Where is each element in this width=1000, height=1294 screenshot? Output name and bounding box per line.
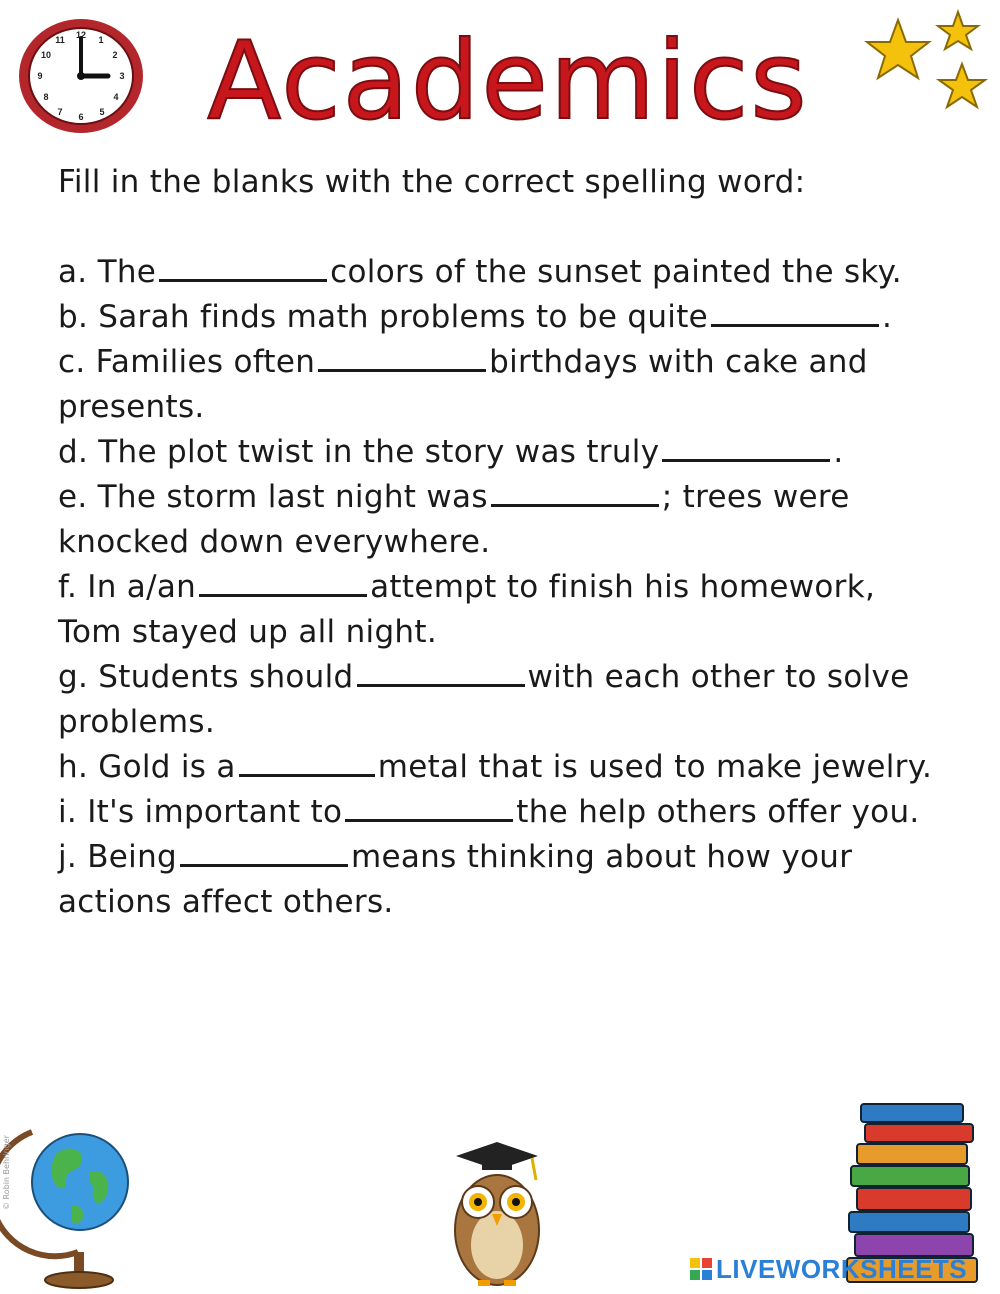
- copyright-note: © Robin Behringer: [2, 1135, 11, 1210]
- question-text: h. Gold is a: [58, 749, 236, 785]
- title-wordart: [207, 6, 809, 146]
- svg-text:9: 9: [37, 71, 43, 81]
- question-text: i. It's important to: [58, 794, 343, 830]
- question-text: g. Students should: [58, 659, 354, 695]
- question-e: [58, 475, 948, 565]
- question-text: .: [833, 434, 844, 470]
- header: [0, 0, 1000, 150]
- question-text: attempt to finish his homework, Tom stayed up all night.: [58, 569, 876, 650]
- page-title: Academics: [207, 19, 809, 144]
- liveworksheets-logo-icon: [690, 1258, 712, 1280]
- stars-icon: [858, 10, 988, 120]
- answer-blank[interactable]: [491, 482, 659, 507]
- question-text: d. The plot twist in the story was truly: [58, 434, 660, 470]
- answer-blank[interactable]: [239, 752, 375, 777]
- answer-blank[interactable]: [180, 842, 348, 867]
- question-text: ; trees were knocked down everywhere.: [58, 479, 850, 560]
- answer-blank[interactable]: [199, 572, 367, 597]
- question-d: [58, 430, 948, 475]
- brand-text: LIVEWORKSHEETS: [716, 1253, 968, 1284]
- question-f: [58, 565, 948, 655]
- instructions: Fill in the blanks with the correct spelling word:: [58, 164, 806, 200]
- answer-blank[interactable]: [357, 662, 525, 687]
- svg-text:2: 2: [112, 50, 118, 60]
- question-g: [58, 655, 948, 745]
- question-text: the help others offer you.: [516, 794, 920, 830]
- globe-icon: [18, 1102, 128, 1292]
- question-c: [58, 340, 948, 430]
- question-text: e. The storm last night was: [58, 479, 488, 515]
- svg-text:5: 5: [99, 107, 105, 117]
- svg-text:8: 8: [43, 92, 49, 102]
- question-i: [58, 790, 948, 835]
- answer-blank[interactable]: [159, 257, 327, 282]
- question-text: .: [882, 299, 893, 335]
- svg-text:1: 1: [98, 35, 104, 45]
- svg-text:4: 4: [113, 92, 119, 102]
- clock-icon: [16, 16, 146, 136]
- answer-blank[interactable]: [711, 302, 879, 327]
- owl-icon: [440, 1140, 555, 1290]
- svg-text:12: 12: [75, 30, 87, 40]
- answer-blank[interactable]: [318, 347, 486, 372]
- question-h: [58, 745, 948, 790]
- question-text: b. Sarah finds math problems to be quite: [58, 299, 709, 335]
- question-text: metal that is used to make jewelry.: [377, 749, 933, 785]
- answer-blank[interactable]: [662, 437, 830, 462]
- question-text: j. Being: [58, 839, 177, 875]
- question-text: means thinking about how your actions affect others.: [58, 839, 853, 920]
- question-j: [58, 835, 948, 925]
- question-text: a. The: [58, 254, 157, 290]
- answer-blank[interactable]: [345, 797, 513, 822]
- question-text: colors of the sunset painted the sky.: [330, 254, 902, 290]
- question-a: [58, 250, 948, 295]
- svg-text:10: 10: [40, 50, 52, 60]
- question-b: [58, 295, 948, 340]
- question-text: f. In a/an: [58, 569, 197, 605]
- svg-text:3: 3: [119, 71, 125, 81]
- question-text: with each other to solve problems.: [58, 659, 910, 740]
- svg-text:11: 11: [55, 35, 65, 45]
- question-list: [58, 250, 948, 925]
- svg-text:7: 7: [57, 107, 63, 117]
- question-text: c. Families often: [58, 344, 316, 380]
- question-text: birthdays with cake and presents.: [58, 344, 868, 425]
- liveworksheets-brand[interactable]: [690, 1254, 967, 1284]
- svg-text:6: 6: [78, 112, 84, 122]
